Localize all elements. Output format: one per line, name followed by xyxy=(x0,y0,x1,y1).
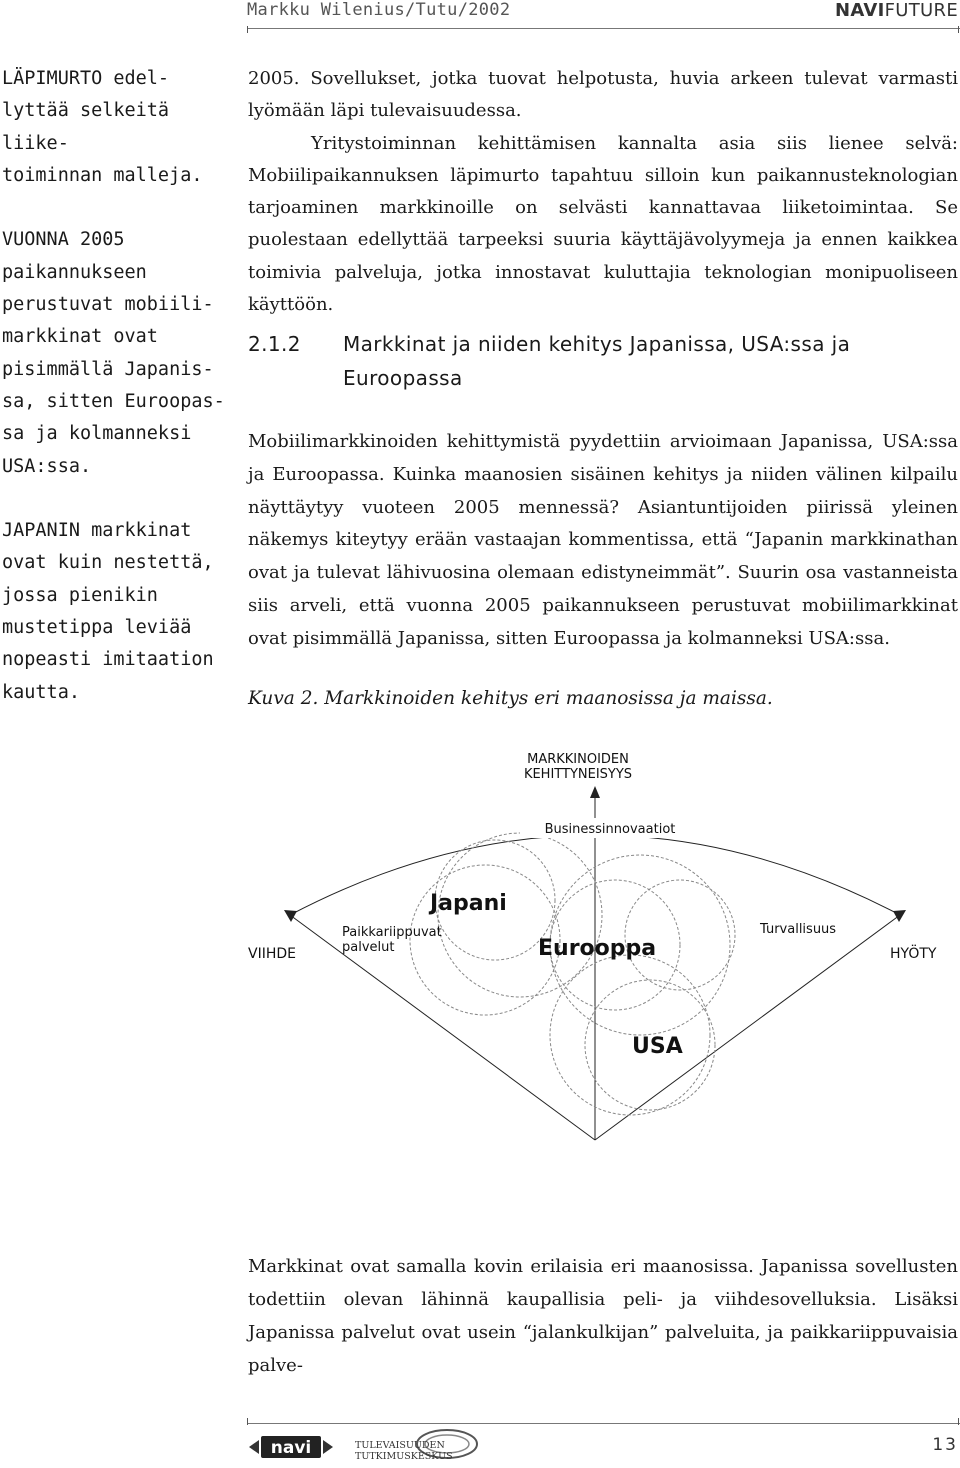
paragraph-3: Markkinat ovat samalla kovin erilaisia eri maanosissa. Japanissa sovellusten todettiin olevan lähinnä kaupallisia peli- ja viihdesovelluksia. Lisäksi Japanissa palvelut ovat usein “jalankulkijan” palveluita, ja paikkariippuvaisia palve- xyxy=(248,1256,958,1376)
label-location-line2: palvelut xyxy=(342,940,395,955)
label-location-line1: Paikkariippuvat xyxy=(342,925,442,940)
label-business-innovation: Businessinnovaatiot xyxy=(544,822,676,837)
sidebar-quote-3: JAPANIN markkinat ovat kuin nestettä, jossa pienikin mustetippa leviää nopeasti imitaation kautta. xyxy=(2,520,214,703)
header-rule xyxy=(247,28,960,29)
navi-logo-text: navi xyxy=(270,1438,312,1458)
sidebar xyxy=(2,63,234,741)
section-number: 2.1.2 xyxy=(248,332,301,356)
arrow-right-icon xyxy=(893,910,906,922)
footer-tick-right xyxy=(958,1418,959,1425)
footer-tick-left xyxy=(247,1418,248,1425)
circle-usa-1 xyxy=(550,955,710,1115)
footer-rule xyxy=(247,1423,960,1424)
market-diagram xyxy=(220,740,960,1160)
tutu-logo-line1: TULEVAISUUDEN xyxy=(355,1440,445,1451)
section-heading xyxy=(248,327,850,395)
section-title-line2: Euroopassa xyxy=(343,366,463,390)
main-text xyxy=(248,63,958,321)
paragraph-2: Mobiilimarkkinoiden kehittymistä pyydettiin arvioimaan Japanissa, USA:ssa ja Euroopassa. Kuinka maanosien sisäinen kehitys ja niiden välinen kilpailu näyttäytyy vuoteen 2005 mennessä? Asiantuntijoiden piirissä yleinen näkemys kiteytyy erään vastaajan kommentissa, että “Japanin markkinathan ovat ja tulevat lähivuosina olemaan edistyneimmät”. Suurin osa vastanneista siis arveli, että vuonna 2005 paikannukseen perustuvat mobiilimarkkinat ovat pisimmällä Japanissa, sitten Euroopassa ja kolmanneksi USA:ssa. xyxy=(248,431,958,649)
header-brand xyxy=(835,0,958,21)
circle-safety xyxy=(625,880,735,990)
label-japan: Japani xyxy=(430,891,507,916)
arrow-left-icon xyxy=(284,910,297,922)
brand-navi: NAVI xyxy=(835,0,885,21)
sidebar-quote-1: LÄPIMURTO edel- lyttää selkeitä liike- toiminnan malleja. xyxy=(2,68,203,186)
header-author: Markku Wilenius/Tutu/2002 xyxy=(247,0,511,20)
page-number: 13 xyxy=(932,1435,958,1455)
tutu-logo-line2: TUTKIMUSKESKUS xyxy=(355,1451,453,1462)
section-title-line1: Markkinat ja niiden kehitys Japanissa, USA:ssa ja xyxy=(343,332,851,356)
label-europe: Eurooppa xyxy=(538,936,657,961)
brand-future: FUTURE xyxy=(884,0,958,21)
top-label-line1: MARKKINOIDEN xyxy=(527,752,629,767)
label-safety: Turvallisuus xyxy=(760,922,837,937)
sidebar-quote-2: VUONNA 2005 paikannukseen perustuvat mobiili- markkinat ovat pisimmällä Japanis- sa, sitten Euroopas- sa ja kolmanneksi USA:ssa. xyxy=(2,229,225,477)
label-usa: USA xyxy=(632,1034,683,1059)
paragraph-1: 2005. Sovellukset, jotka tuovat helpotusta, huvia arkeen tulevat varmasti lyömään läpi tulevaisuudessa. xyxy=(248,68,958,122)
figure-caption: Kuva 2. Markkinoiden kehitys eri maanosissa ja maissa. xyxy=(248,688,773,709)
paragraph-1b: Yritystoiminnan kehittämisen kannalta asia siis lienee selvä: Mobiilipaikannuksen läpimurto tapahtuu silloin kun paikannusteknologian tarjoaminen markkinoille on selvästi kannattavaa liiketoimintaa. Se puolestaan edellyttää tarpeeksi suuria käyttäjävolyymeja ja ennen kaikkea toimivia palveluja, jotka innostavat kuluttajia teknologian monipuoliseen käyttöön. xyxy=(248,132,958,316)
header-tick-left xyxy=(247,26,248,33)
arrow-up-icon xyxy=(590,786,600,798)
tutu-logo xyxy=(355,1426,485,1468)
label-hyoty: HYÖTY xyxy=(890,946,937,962)
header-tick-right xyxy=(958,26,959,33)
label-viihde: VIIHDE xyxy=(248,946,296,962)
navi-logo xyxy=(247,1426,335,1468)
top-label-line2: KEHITTYNEISYYS xyxy=(523,767,633,782)
